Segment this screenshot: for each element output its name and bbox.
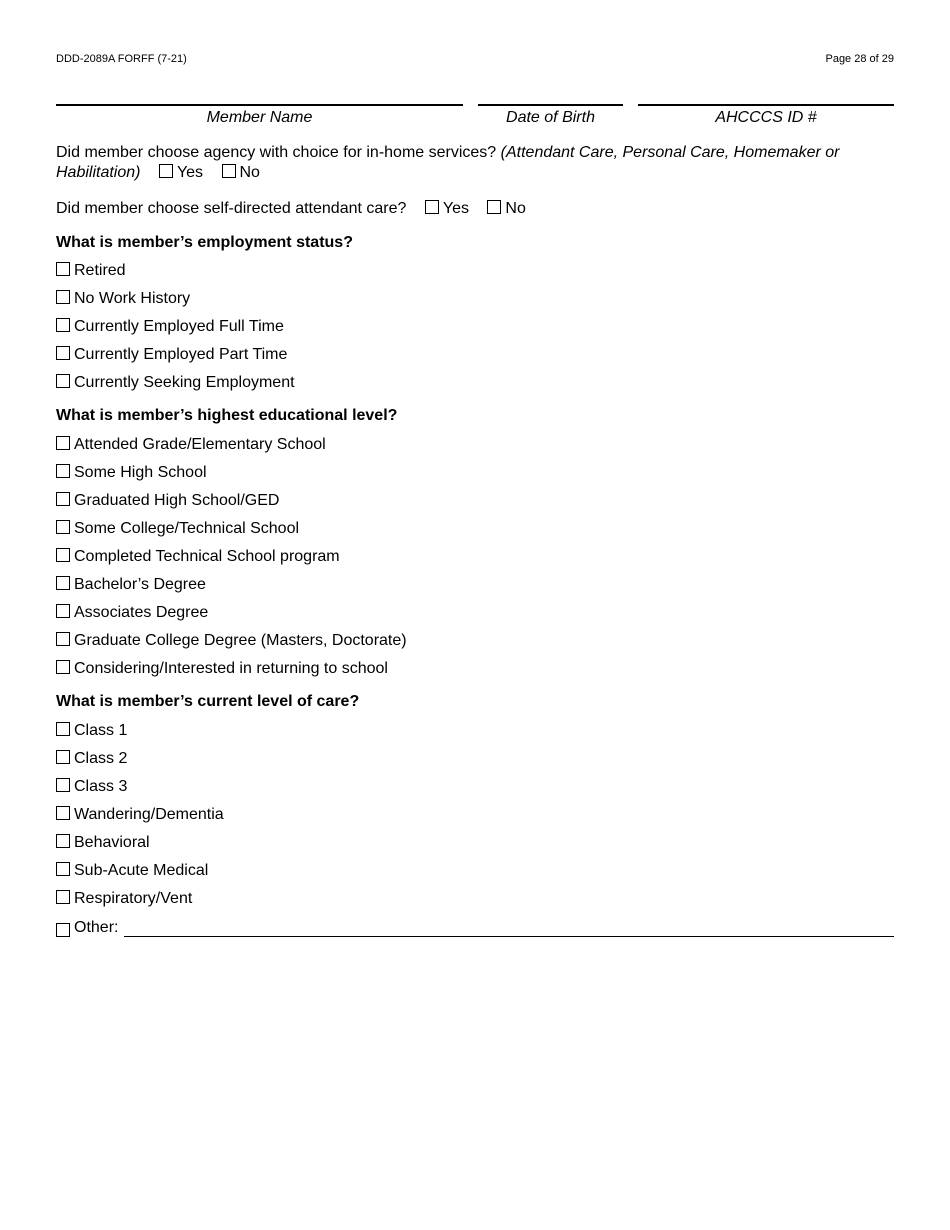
care-option-label: Class 3: [74, 778, 128, 795]
education-option-label: Bachelor’s Degree: [74, 576, 206, 593]
care-options: [56, 721, 224, 917]
education-option-label: Some High School: [74, 464, 207, 481]
care-option-label: Class 2: [74, 750, 128, 767]
education-option[interactable]: [56, 435, 407, 463]
date-of-birth-field[interactable]: [478, 104, 623, 127]
self-directed-no-checkbox[interactable]: [487, 200, 501, 214]
employment-option[interactable]: [56, 261, 295, 289]
question-agency-text: Did member choose agency with choice for in-home services?: [56, 144, 497, 161]
care-option[interactable]: [56, 889, 224, 917]
agency-no-checkbox[interactable]: [222, 164, 236, 178]
checkbox[interactable]: [56, 492, 70, 506]
checkbox[interactable]: [56, 262, 70, 276]
question-self-directed-text: Did member choose self-directed attendant care?: [56, 200, 407, 217]
education-option[interactable]: [56, 631, 407, 659]
member-name-field[interactable]: [56, 104, 463, 127]
employment-option[interactable]: [56, 289, 295, 317]
education-option-label: Graduated High School/GED: [74, 492, 280, 509]
care-option-label: Wandering/Dementia: [74, 806, 224, 823]
care-option[interactable]: [56, 805, 224, 833]
employment-option[interactable]: [56, 373, 295, 401]
checkbox[interactable]: [56, 632, 70, 646]
care-title: What is member’s current level of care?: [56, 693, 360, 710]
employment-option-label: Retired: [74, 262, 126, 279]
checkbox[interactable]: [56, 374, 70, 388]
self-directed-no-option[interactable]: [487, 200, 525, 217]
checkbox[interactable]: [56, 548, 70, 562]
checkbox[interactable]: [56, 660, 70, 674]
checkbox[interactable]: [56, 576, 70, 590]
employment-option-label: No Work History: [74, 290, 191, 307]
agency-no-option[interactable]: [222, 164, 260, 181]
care-option-label: Behavioral: [74, 834, 150, 851]
employment-option[interactable]: [56, 317, 295, 345]
care-other-checkbox[interactable]: [56, 923, 70, 937]
care-option[interactable]: [56, 777, 224, 805]
education-option[interactable]: [56, 659, 407, 687]
checkbox[interactable]: [56, 290, 70, 304]
form-id: DDD-2089A FORFF (7-21): [56, 53, 187, 65]
education-title: What is member’s highest educational level?: [56, 407, 398, 424]
checkbox[interactable]: [56, 750, 70, 764]
page-number: Page 28 of 29: [825, 53, 894, 65]
care-option[interactable]: [56, 833, 224, 861]
checkbox[interactable]: [56, 604, 70, 618]
care-option-label: Respiratory/Vent: [74, 890, 193, 907]
self-directed-yes-label: Yes: [442, 200, 469, 217]
care-other-row: [56, 918, 894, 937]
checkbox[interactable]: [56, 318, 70, 332]
education-option[interactable]: [56, 463, 407, 491]
checkbox[interactable]: [56, 862, 70, 876]
checkbox[interactable]: [56, 346, 70, 360]
question-self-directed: [56, 199, 526, 219]
care-option-label: Class 1: [74, 722, 128, 739]
care-option[interactable]: [56, 749, 224, 777]
education-option-label: Graduate College Degree (Masters, Doctorate): [74, 632, 407, 649]
care-option-label: Sub-Acute Medical: [74, 862, 209, 879]
education-option-label: Completed Technical School program: [74, 548, 340, 565]
self-directed-yes-option[interactable]: [425, 200, 469, 217]
checkbox[interactable]: [56, 890, 70, 904]
education-option[interactable]: [56, 491, 407, 519]
employment-options: [56, 261, 295, 401]
agency-yes-label: Yes: [176, 164, 204, 181]
agency-no-label: No: [239, 164, 260, 181]
education-option[interactable]: [56, 547, 407, 575]
date-of-birth-label: Date of Birth: [506, 109, 595, 126]
employment-title: What is member’s employment status?: [56, 234, 353, 251]
agency-yes-checkbox[interactable]: [159, 164, 173, 178]
employment-option-label: Currently Employed Part Time: [74, 346, 288, 363]
self-directed-no-label: No: [505, 200, 526, 217]
education-option-label: Associates Degree: [74, 604, 209, 621]
ahcccs-id-field[interactable]: [638, 104, 894, 127]
education-option[interactable]: [56, 603, 407, 631]
education-option[interactable]: [56, 575, 407, 603]
care-option[interactable]: [56, 721, 224, 749]
checkbox[interactable]: [56, 464, 70, 478]
checkbox[interactable]: [56, 436, 70, 450]
member-fields: [56, 104, 894, 130]
checkbox[interactable]: [56, 722, 70, 736]
checkbox[interactable]: [56, 520, 70, 534]
question-agency-note: (Attendant Care, Personal Care, Homemaker or Habilitation): [56, 144, 840, 181]
education-option[interactable]: [56, 519, 407, 547]
question-agency-choice: [56, 143, 896, 183]
checkbox[interactable]: [56, 806, 70, 820]
member-name-label: Member Name: [206, 109, 313, 126]
ahcccs-id-label: AHCCCS ID #: [715, 109, 817, 126]
checkbox[interactable]: [56, 778, 70, 792]
care-other-input[interactable]: [124, 918, 894, 937]
self-directed-yes-checkbox[interactable]: [425, 200, 439, 214]
education-option-label: Attended Grade/Elementary School: [74, 436, 326, 453]
education-option-label: Considering/Interested in returning to school: [74, 660, 388, 677]
employment-option[interactable]: [56, 345, 295, 373]
care-option[interactable]: [56, 861, 224, 889]
agency-yes-option[interactable]: [159, 164, 203, 181]
education-option-label: Some College/Technical School: [74, 520, 300, 537]
education-options: [56, 435, 407, 687]
checkbox[interactable]: [56, 834, 70, 848]
care-other-label: Other:: [74, 919, 119, 936]
employment-option-label: Currently Seeking Employment: [74, 374, 295, 391]
employment-option-label: Currently Employed Full Time: [74, 318, 284, 335]
